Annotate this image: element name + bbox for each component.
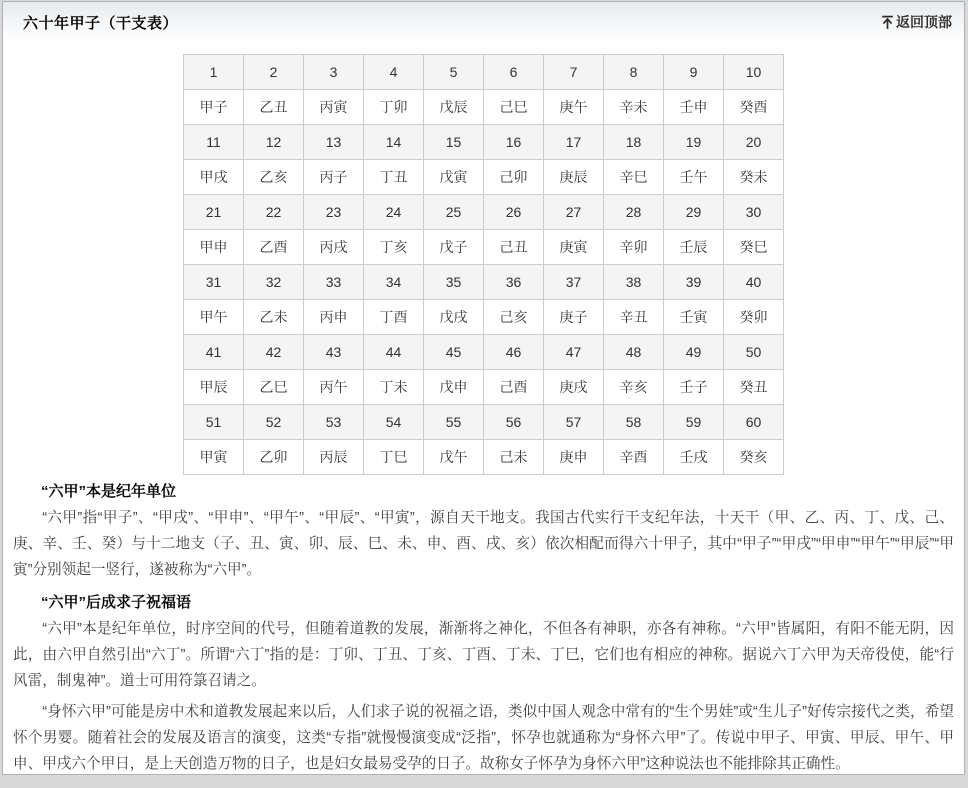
number-cell: 2: [244, 55, 304, 90]
number-cell: 22: [244, 195, 304, 230]
number-row: [184, 265, 784, 300]
ganzhi-cell: 庚寅: [544, 230, 604, 265]
number-cell: 52: [244, 405, 304, 440]
ganzhi-row: [184, 230, 784, 265]
ganzhi-table-body: [184, 55, 784, 475]
ganzhi-cell: 丙子: [304, 160, 364, 195]
number-cell: 13: [304, 125, 364, 160]
ganzhi-cell: 戊子: [424, 230, 484, 265]
ganzhi-cell: 癸酉: [724, 90, 784, 125]
ganzhi-cell: 辛亥: [604, 370, 664, 405]
ganzhi-cell: 丙辰: [304, 440, 364, 475]
page-title: 六十年甲子（干支表）: [23, 14, 179, 32]
number-cell: 29: [664, 195, 724, 230]
arrow-up-to-top-icon: [881, 15, 894, 30]
ganzhi-cell: 壬申: [664, 90, 724, 125]
number-cell: 37: [544, 265, 604, 300]
ganzhi-cell: 庚戌: [544, 370, 604, 405]
ganzhi-cell: 壬子: [664, 370, 724, 405]
number-cell: 44: [364, 335, 424, 370]
ganzhi-cell: 己酉: [484, 370, 544, 405]
number-cell: 36: [484, 265, 544, 300]
number-cell: 6: [484, 55, 544, 90]
ganzhi-cell: 庚辰: [544, 160, 604, 195]
page-container: [2, 1, 965, 775]
ganzhi-cell: 庚子: [544, 300, 604, 335]
number-cell: 48: [604, 335, 664, 370]
number-cell: 11: [184, 125, 244, 160]
number-cell: 12: [244, 125, 304, 160]
ganzhi-cell: 己亥: [484, 300, 544, 335]
number-cell: 57: [544, 405, 604, 440]
number-cell: 31: [184, 265, 244, 300]
number-cell: 25: [424, 195, 484, 230]
number-row: [184, 55, 784, 90]
number-cell: 21: [184, 195, 244, 230]
ganzhi-cell: 癸亥: [724, 440, 784, 475]
number-cell: 8: [604, 55, 664, 90]
ganzhi-cell: 甲子: [184, 90, 244, 125]
number-cell: 9: [664, 55, 724, 90]
number-row: [184, 335, 784, 370]
number-cell: 41: [184, 335, 244, 370]
ganzhi-cell: 乙巳: [244, 370, 304, 405]
ganzhi-cell: 癸卯: [724, 300, 784, 335]
number-cell: 18: [604, 125, 664, 160]
ganzhi-row: [184, 370, 784, 405]
ganzhi-table: [183, 54, 784, 475]
ganzhi-row: [184, 440, 784, 475]
number-cell: 7: [544, 55, 604, 90]
ganzhi-cell: 癸巳: [724, 230, 784, 265]
ganzhi-cell: 丁酉: [364, 300, 424, 335]
number-row: [184, 405, 784, 440]
ganzhi-cell: 丁巳: [364, 440, 424, 475]
number-cell: 16: [484, 125, 544, 160]
number-row: [184, 195, 784, 230]
ganzhi-cell: 丁卯: [364, 90, 424, 125]
ganzhi-cell: 丁亥: [364, 230, 424, 265]
back-to-top-label: 返回顶部: [896, 14, 952, 30]
number-cell: 53: [304, 405, 364, 440]
ganzhi-cell: 乙亥: [244, 160, 304, 195]
ganzhi-cell: 甲午: [184, 300, 244, 335]
number-cell: 42: [244, 335, 304, 370]
ganzhi-cell: 己丑: [484, 230, 544, 265]
ganzhi-cell: 辛丑: [604, 300, 664, 335]
number-cell: 43: [304, 335, 364, 370]
number-cell: 51: [184, 405, 244, 440]
ganzhi-cell: 甲戌: [184, 160, 244, 195]
ganzhi-cell: 辛未: [604, 90, 664, 125]
ganzhi-cell: 辛卯: [604, 230, 664, 265]
number-cell: 27: [544, 195, 604, 230]
number-cell: 17: [544, 125, 604, 160]
number-cell: 32: [244, 265, 304, 300]
ganzhi-cell: 壬戌: [664, 440, 724, 475]
ganzhi-cell: 庚申: [544, 440, 604, 475]
number-cell: 50: [724, 335, 784, 370]
number-cell: 4: [364, 55, 424, 90]
number-cell: 33: [304, 265, 364, 300]
ganzhi-cell: 己巳: [484, 90, 544, 125]
article: [3, 484, 964, 775]
number-cell: 3: [304, 55, 364, 90]
ganzhi-cell: 戊辰: [424, 90, 484, 125]
number-cell: 10: [724, 55, 784, 90]
ganzhi-cell: 乙未: [244, 300, 304, 335]
number-cell: 14: [364, 125, 424, 160]
ganzhi-row: [184, 300, 784, 335]
section-heading-2: “六甲”后成求子祝福语: [41, 594, 192, 611]
ganzhi-cell: 己卯: [484, 160, 544, 195]
ganzhi-cell: 戊寅: [424, 160, 484, 195]
header-bar: [3, 2, 964, 42]
number-cell: 5: [424, 55, 484, 90]
ganzhi-row: [184, 160, 784, 195]
number-cell: 15: [424, 125, 484, 160]
section-heading-1: “六甲”本是纪年单位: [41, 483, 177, 500]
number-cell: 23: [304, 195, 364, 230]
ganzhi-cell: 丙戌: [304, 230, 364, 265]
section-2-paragraph-2: “身怀六甲”可能是房中术和道教发展起来以后，人们求子说的祝福之语，类似中国人观念中常有的“生个男娃”或“生儿子”好传宗接代之类，希望怀个男婴。随着社会的发展及语言的演变，这类“专指”就慢慢演变成“泛指”，怀孕也就通称为“身怀六甲”了。传说中甲子、甲寅、甲辰、甲午、甲申、甲戌六个甲日，是上天创造万物的日子，也是妇女最易受孕的日子。故称女子怀孕为身怀六甲”这种说法也不能排除其正确性。: [13, 704, 954, 772]
number-cell: 60: [724, 405, 784, 440]
ganzhi-cell: 乙酉: [244, 230, 304, 265]
ganzhi-cell: 辛巳: [604, 160, 664, 195]
ganzhi-cell: 丙申: [304, 300, 364, 335]
ganzhi-cell: 丙午: [304, 370, 364, 405]
ganzhi-cell: 甲辰: [184, 370, 244, 405]
number-cell: 58: [604, 405, 664, 440]
ganzhi-cell: 癸丑: [724, 370, 784, 405]
section-1-paragraph-1: “六甲”指“甲子”、“甲戌”、“甲申”、“甲午”、“甲辰”、“甲寅”，源自天干地支。我国古代实行干支纪年法，十天干（甲、乙、丙、丁、戊、己、庚、辛、壬、癸）与十二地支（子、丑、寅、卯、辰、巳、未、申、酉、戌、亥）依次相配而得六十甲子，其中“甲子”“甲戌”“甲申”“甲午”“甲辰”“甲寅”分别领起一竖行，遂被称为“六甲”。: [13, 510, 954, 578]
ganzhi-cell: 戊戌: [424, 300, 484, 335]
ganzhi-cell: 壬午: [664, 160, 724, 195]
number-cell: 55: [424, 405, 484, 440]
number-cell: 46: [484, 335, 544, 370]
ganzhi-cell: 丙寅: [304, 90, 364, 125]
number-cell: 54: [364, 405, 424, 440]
number-row: [184, 125, 784, 160]
number-cell: 20: [724, 125, 784, 160]
number-cell: 28: [604, 195, 664, 230]
ganzhi-cell: 甲申: [184, 230, 244, 265]
number-cell: 30: [724, 195, 784, 230]
number-cell: 49: [664, 335, 724, 370]
number-cell: 34: [364, 265, 424, 300]
ganzhi-cell: 壬寅: [664, 300, 724, 335]
number-cell: 26: [484, 195, 544, 230]
number-cell: 47: [544, 335, 604, 370]
number-cell: 59: [664, 405, 724, 440]
ganzhi-cell: 乙卯: [244, 440, 304, 475]
number-cell: 19: [664, 125, 724, 160]
number-cell: 35: [424, 265, 484, 300]
number-cell: 45: [424, 335, 484, 370]
ganzhi-cell: 癸未: [724, 160, 784, 195]
ganzhi-cell: 戊申: [424, 370, 484, 405]
number-cell: 56: [484, 405, 544, 440]
ganzhi-cell: 庚午: [544, 90, 604, 125]
number-cell: 24: [364, 195, 424, 230]
ganzhi-cell: 戊午: [424, 440, 484, 475]
number-cell: 40: [724, 265, 784, 300]
ganzhi-row: [184, 90, 784, 125]
ganzhi-cell: 乙丑: [244, 90, 304, 125]
back-to-top-link[interactable]: [881, 12, 952, 32]
ganzhi-cell: 壬辰: [664, 230, 724, 265]
number-cell: 39: [664, 265, 724, 300]
ganzhi-cell: 丁未: [364, 370, 424, 405]
ganzhi-cell: 甲寅: [184, 440, 244, 475]
section-2-paragraph-1: “六甲”本是纪年单位，时序空间的代号，但随着道教的发展，渐渐将之神化，不但各有神职，亦各有神称。“六甲”皆属阳，有阳不能无阴，因此，由六甲自然引出“六丁”。所谓“六丁”指的是：丁卯、丁丑、丁亥、丁酉、丁未、丁巳，它们也有相应的神称。据说六丁六甲为天帝役使，能“行风雷，制鬼神”。道士可用符箓召请之。: [13, 621, 954, 689]
number-cell: 38: [604, 265, 664, 300]
number-cell: 1: [184, 55, 244, 90]
ganzhi-cell: 辛酉: [604, 440, 664, 475]
ganzhi-cell: 丁丑: [364, 160, 424, 195]
ganzhi-cell: 己未: [484, 440, 544, 475]
